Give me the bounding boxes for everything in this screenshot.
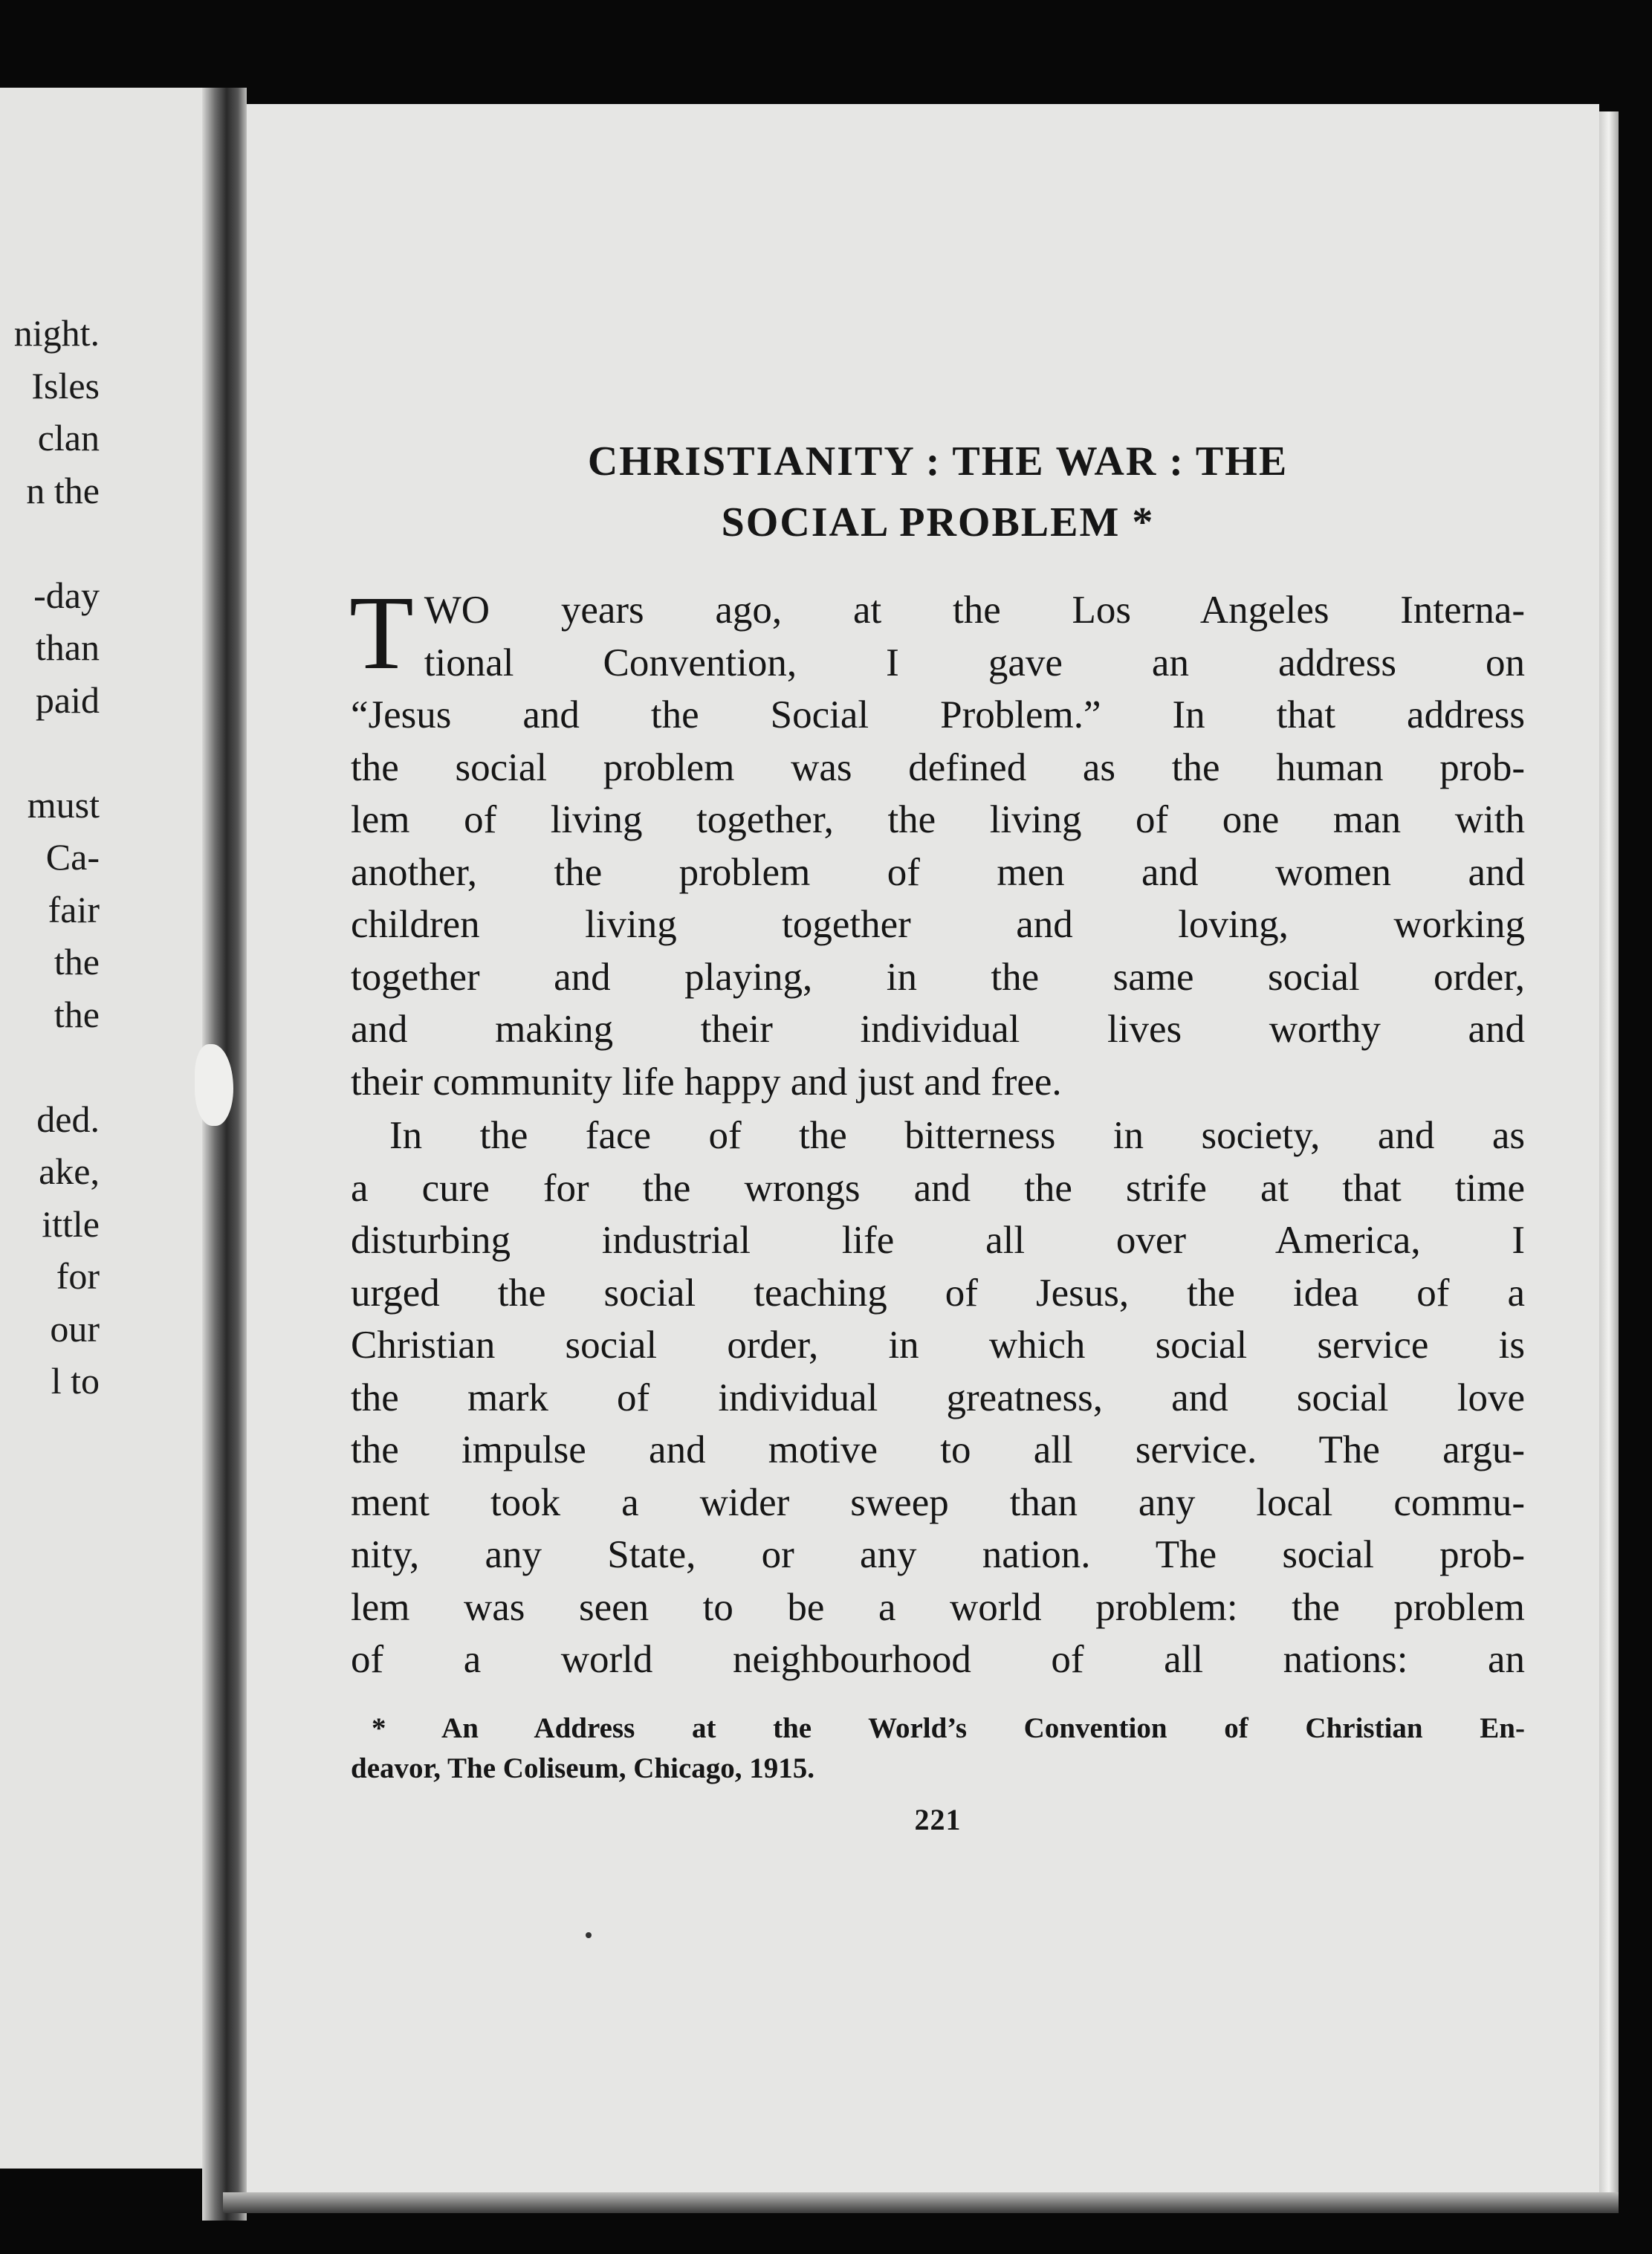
page-number: 221 bbox=[914, 1802, 962, 1836]
text-line: the impulse and motive to all service. The argu- bbox=[351, 1428, 1525, 1471]
footnote-line-1: * An Address at the World’s Convention of Christian En- bbox=[372, 1711, 1525, 1744]
text-line: disturbing industrial life all over America, I bbox=[351, 1219, 1525, 1262]
page-edge-right bbox=[1599, 111, 1619, 2192]
facing-page-line: n the bbox=[26, 469, 100, 511]
text-line: nity, any State, or any nation. The social prob- bbox=[351, 1533, 1525, 1576]
paragraph-1 bbox=[349, 574, 1525, 1108]
facing-page-line: -day bbox=[33, 574, 100, 616]
facing-page-line: the bbox=[54, 941, 100, 982]
page-text-block bbox=[351, 431, 1525, 1837]
text-line: the mark of individual greatness, and social love bbox=[351, 1376, 1525, 1419]
facing-page-line: ittle bbox=[42, 1202, 100, 1245]
text-line: the social problem was defined as the human prob- bbox=[351, 745, 1525, 789]
text-line: lem of living together, the living of one man with bbox=[351, 798, 1525, 841]
text-line: lem was seen to be a world problem: the problem bbox=[351, 1585, 1525, 1629]
chapter-title-line-2: SOCIAL PROBLEM * bbox=[721, 499, 1155, 545]
facing-page-line: must bbox=[27, 783, 100, 826]
facing-page-line: Isles bbox=[31, 364, 100, 407]
text-line: “Jesus and the Social Problem.” In that address bbox=[351, 693, 1525, 736]
footnote-line-2: deavor, The Coliseum, Chicago, 1915. bbox=[351, 1752, 815, 1784]
facing-page-line: than bbox=[35, 626, 100, 668]
paragraph-1-lines bbox=[349, 574, 1525, 1108]
facing-page-line: paid bbox=[35, 679, 100, 721]
ink-speck bbox=[586, 1932, 592, 1938]
text-line: another, the problem of men and women and bbox=[351, 850, 1525, 894]
chapter-title-line-1: CHRISTIANITY : THE WAR : THE bbox=[587, 438, 1289, 485]
text-line: a cure for the wrongs and the strife at that time bbox=[351, 1166, 1525, 1210]
facing-page-line: ake, bbox=[39, 1150, 100, 1192]
text-line: WO years ago, at the Los Angeles Interna- bbox=[424, 589, 1525, 632]
facing-page-line: l to bbox=[51, 1360, 100, 1402]
facing-page-line: Ca- bbox=[45, 836, 100, 878]
text-line: urged the social teaching of Jesus, the idea of a bbox=[351, 1271, 1525, 1315]
text-line: Christian social order, in which social service is bbox=[351, 1324, 1525, 1367]
book-page bbox=[247, 104, 1599, 2192]
text-line: In the face of the bitterness in society, and as bbox=[389, 1114, 1525, 1157]
paragraph-2 bbox=[351, 1110, 1525, 1686]
facing-page-line: the bbox=[54, 993, 100, 1035]
text-line: ment took a wider sweep than any local commu- bbox=[351, 1480, 1525, 1524]
facing-page-line: ded. bbox=[36, 1098, 100, 1140]
footnote bbox=[351, 1709, 1525, 1789]
text-line: their community life happy and just and free. bbox=[351, 1060, 1062, 1104]
facing-page-line: for bbox=[56, 1255, 100, 1297]
text-line: tional Convention, I gave an address on bbox=[424, 641, 1525, 684]
text-line: of a world neighbourhood of all nations: an bbox=[351, 1638, 1525, 1681]
facing-page-line: night. bbox=[13, 312, 100, 354]
text-line: children living together and loving, working bbox=[351, 903, 1525, 946]
text-line: and making their individual lives worthy and bbox=[351, 1008, 1525, 1051]
facing-page-line: our bbox=[50, 1307, 100, 1350]
text-line: together and playing, in the same social order, bbox=[351, 955, 1525, 999]
facing-page-fragment bbox=[0, 88, 202, 2169]
chapter-title bbox=[351, 431, 1525, 553]
paragraph-2-lines bbox=[351, 1110, 1525, 1686]
book-gutter bbox=[202, 88, 247, 2221]
facing-page-line: clan bbox=[37, 417, 100, 459]
facing-page-line: fair bbox=[48, 888, 100, 930]
drop-cap: T bbox=[349, 574, 414, 691]
page-edge-bottom bbox=[223, 2192, 1619, 2213]
